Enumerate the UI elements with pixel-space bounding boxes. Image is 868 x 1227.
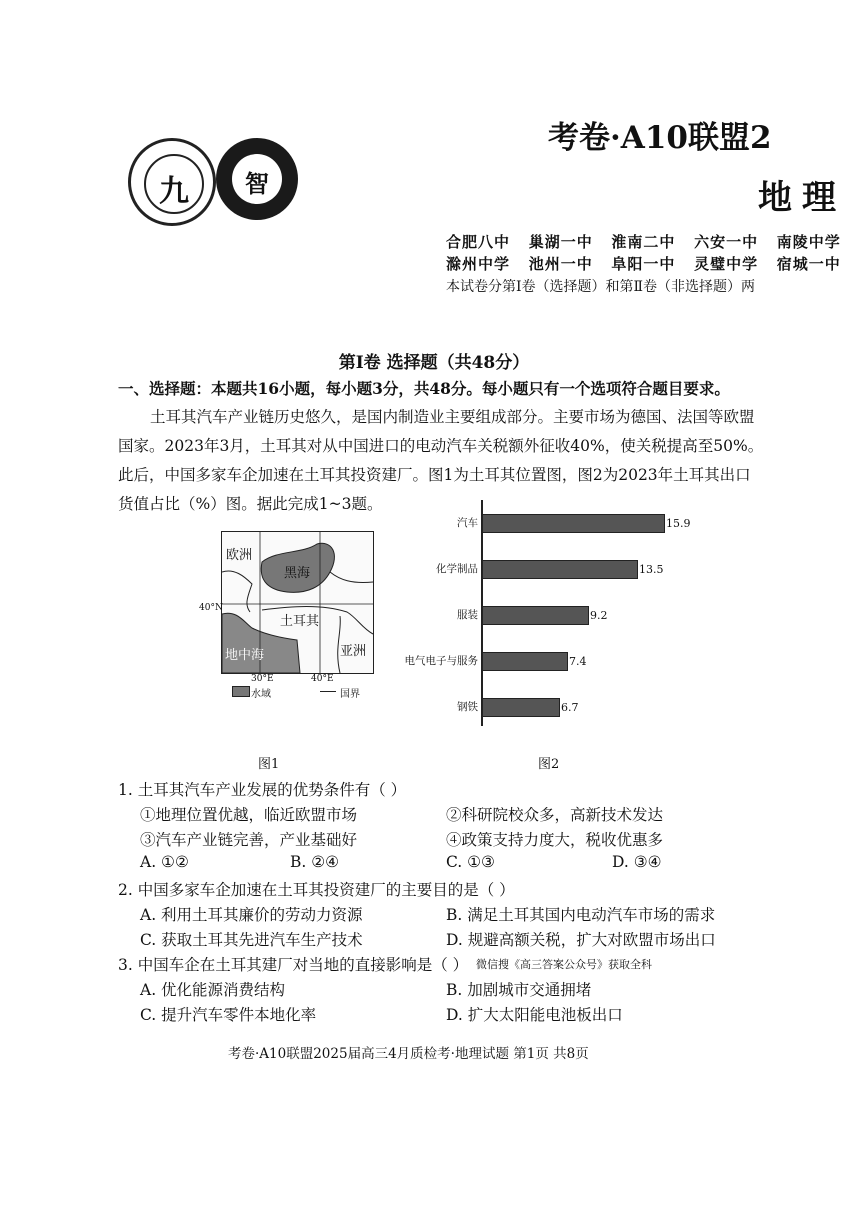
passage-line: 此后，中国多家车企加速在土耳其投资建厂。图1为土耳其位置图，图2为2023年土耳其出口 (118, 466, 751, 484)
question-2-option-d[interactable]: D. 规避高额关税，扩大对欧盟市场出口 (446, 931, 716, 949)
subject-title: 地理 (758, 178, 846, 218)
exam-brand: 考卷·A10联盟2 (548, 120, 772, 156)
legend-border-label: 国界 (340, 689, 360, 700)
school: 合肥八中 (446, 233, 511, 251)
question-2-stem: 2. 中国多家车企加速在土耳其投资建厂的主要目的是（ ） (118, 881, 515, 899)
alliance-logo-mark: 九 (159, 174, 189, 209)
question-1-stem: 1. 土耳其汽车产业发展的优势条件有（ ） (118, 781, 407, 799)
map-label-asia: 亚洲 (340, 644, 367, 659)
chart-value-label: 9.2 (590, 609, 608, 622)
figure-1-caption: 图1 (258, 757, 280, 772)
turkey-location-map (221, 531, 374, 674)
map-label-mediterranean: 地中海 (225, 648, 265, 663)
question-3-option-d[interactable]: D. 扩大太阳能电池板出口 (446, 1006, 623, 1024)
figure-2-caption: 图2 (538, 757, 560, 772)
alliance-logo (128, 138, 216, 226)
school: 灵璧中学 (694, 255, 759, 273)
section-instruction: 一、选择题：本题共16小题，每小题3分，共48分。每小题只有一个选项符合题目要求。 (118, 379, 730, 398)
map-label-turkey: 土耳其 (280, 614, 320, 629)
school: 巢湖一中 (528, 233, 593, 251)
passage-line: 国家。2023年3月，土耳其对从中国进口的电动汽车关税额外征收40%，使关税提高至50%。 (118, 437, 764, 455)
map-label-black-sea: 黑海 (284, 566, 311, 581)
question-1-item: ④政策支持力度大，税收优惠多 (446, 831, 664, 849)
section-title: 第Ⅰ卷 选择题（共48分） (338, 353, 530, 373)
question-3-option-b[interactable]: B. 加剧城市交通拥堵 (446, 981, 592, 999)
longitude-label-40: 40°E (311, 674, 334, 684)
school: 六安一中 (694, 233, 759, 251)
question-1-item: ②科研院校众多，高新技术发达 (446, 806, 664, 824)
chart-bar (482, 698, 560, 717)
question-1-option-a[interactable]: A. ①② (140, 853, 189, 871)
schools-row-1 (446, 231, 841, 252)
school: 宿城一中 (776, 255, 841, 273)
chart-bar (482, 514, 665, 533)
schools-row-2 (446, 253, 841, 274)
question-2-option-c[interactable]: C. 获取土耳其先进汽车生产技术 (140, 931, 363, 949)
legend-border-swatch (320, 691, 336, 692)
chart-value-label: 6.7 (561, 701, 579, 714)
chart-bar (482, 606, 589, 625)
chart-value-label: 13.5 (639, 563, 664, 576)
chart-category-label: 化学制品 (436, 563, 478, 575)
question-1-option-b[interactable]: B. ②④ (290, 853, 340, 871)
watermark-text: 微信搜《高三答案公众号》获取全科 (476, 958, 652, 971)
passage-line: 土耳其汽车产业链历史悠久，是国内制造业主要组成部分。主要市场为德国、法国等欧盟 (150, 408, 755, 426)
page-footer: 考卷·A10联盟2025届高三4月质检考·地理试题 第1页 共8页 (228, 1046, 589, 1062)
question-1-option-c[interactable]: C. ①③ (446, 853, 495, 871)
paper-note: 本试卷分第Ⅰ卷（选择题）和第Ⅱ卷（非选择题）两 (446, 279, 756, 295)
school: 阜阳一中 (611, 255, 676, 273)
school: 淮南二中 (611, 233, 676, 251)
question-1-item: ③汽车产业链完善，产业基础好 (140, 831, 358, 849)
map-label-europe: 欧洲 (226, 548, 253, 563)
question-1-item: ①地理位置优越，临近欧盟市场 (140, 806, 358, 824)
chart-category-label: 钢铁 (457, 701, 478, 713)
legend-water-swatch (232, 686, 250, 697)
school: 南陵中学 (776, 233, 841, 251)
question-3-stem: 3. 中国车企在土耳其建厂对当地的直接影响是（ ） (118, 956, 469, 974)
education-logo (216, 138, 298, 220)
coastline (222, 571, 252, 612)
education-logo-mark: 智 (245, 169, 269, 198)
legend-water-label: 水域 (251, 689, 271, 700)
chart-bar (482, 652, 568, 671)
latitude-label: 40°N (199, 603, 223, 613)
school: 池州一中 (528, 255, 593, 273)
question-2-option-a[interactable]: A. 利用土耳其廉价的劳动力资源 (140, 906, 363, 924)
chart-category-label: 汽车 (457, 517, 478, 529)
chart-value-label: 7.4 (569, 655, 587, 668)
chart-value-label: 15.9 (666, 517, 691, 530)
question-1-option-d[interactable]: D. ③④ (612, 853, 662, 871)
question-3-option-c[interactable]: C. 提升汽车零件本地化率 (140, 1006, 317, 1024)
chart-category-label: 服装 (457, 609, 478, 621)
longitude-label-30: 30°E (251, 674, 274, 684)
chart-bar (482, 560, 638, 579)
passage-line: 货值占比（%）图。据此完成1~3题。 (118, 495, 383, 513)
question-3-option-a[interactable]: A. 优化能源消费结构 (140, 981, 286, 999)
chart-category-label: 电气电子与服务 (404, 655, 478, 667)
school: 滁州中学 (446, 255, 511, 273)
question-2-option-b[interactable]: B. 满足土耳其国内电动汽车市场的需求 (446, 906, 716, 924)
